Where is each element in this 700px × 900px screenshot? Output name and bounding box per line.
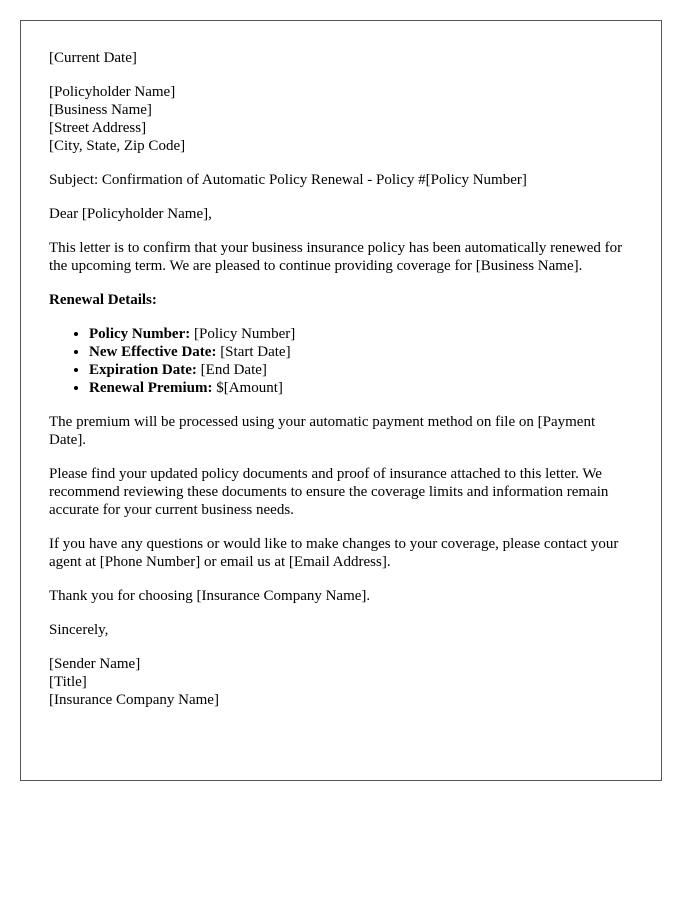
detail-effective-date [89, 343, 633, 361]
detail-label: Renewal Premium: [89, 380, 213, 396]
thanks-paragraph: Thank you for choosing [Insurance Company Name]. [49, 588, 371, 604]
documents-paragraph: Please find your updated policy documents and proof of insurance attached to this letter. We recommend reviewing these documents to ensure the coverage limits and information remain accurate for your current business needs. [49, 466, 609, 518]
detail-value: $[Amount] [212, 380, 283, 396]
renewal-details-list [49, 325, 633, 397]
letter-subject: Subject: Confirmation of Automatic Policy Renewal - Policy #[Policy Number] [49, 172, 527, 188]
detail-policy-number [89, 325, 633, 343]
intro-paragraph: This letter is to confirm that your business insurance policy has been automatically renewed for the upcoming term. We are pleased to continue providing coverage for [Business Name]. [49, 240, 623, 274]
detail-label: New Effective Date: [89, 344, 217, 360]
payment-paragraph: The premium will be processed using your automatic payment method on file on [Payment Date]. [49, 414, 596, 448]
letter-closing: Sincerely, [49, 622, 109, 638]
letter-salutation: Dear [Policyholder Name], [49, 206, 212, 222]
signature-block [49, 655, 633, 709]
recipient-address [49, 83, 633, 155]
detail-value: [End Date] [196, 362, 267, 378]
detail-label: Expiration Date: [89, 362, 197, 378]
detail-label: Policy Number: [89, 326, 191, 342]
renewal-details-heading: Renewal Details: [49, 292, 157, 308]
sender-title: [Title] [49, 674, 87, 690]
recipient-city: [City, State, Zip Code] [49, 138, 186, 154]
recipient-street: [Street Address] [49, 120, 147, 136]
detail-renewal-premium [89, 379, 633, 397]
sender-company: [Insurance Company Name] [49, 692, 219, 708]
sender-name: [Sender Name] [49, 656, 141, 672]
recipient-business: [Business Name] [49, 102, 152, 118]
letter-date: [Current Date] [49, 50, 137, 66]
detail-value: [Policy Number] [190, 326, 296, 342]
detail-expiration-date [89, 361, 633, 379]
questions-paragraph: If you have any questions or would like to make changes to your coverage, please contact your agent at [Phone Number] or email us at [Email Address]. [49, 536, 619, 570]
recipient-name: [Policyholder Name] [49, 84, 176, 100]
letter-page [20, 20, 662, 781]
detail-value: [Start Date] [216, 344, 291, 360]
